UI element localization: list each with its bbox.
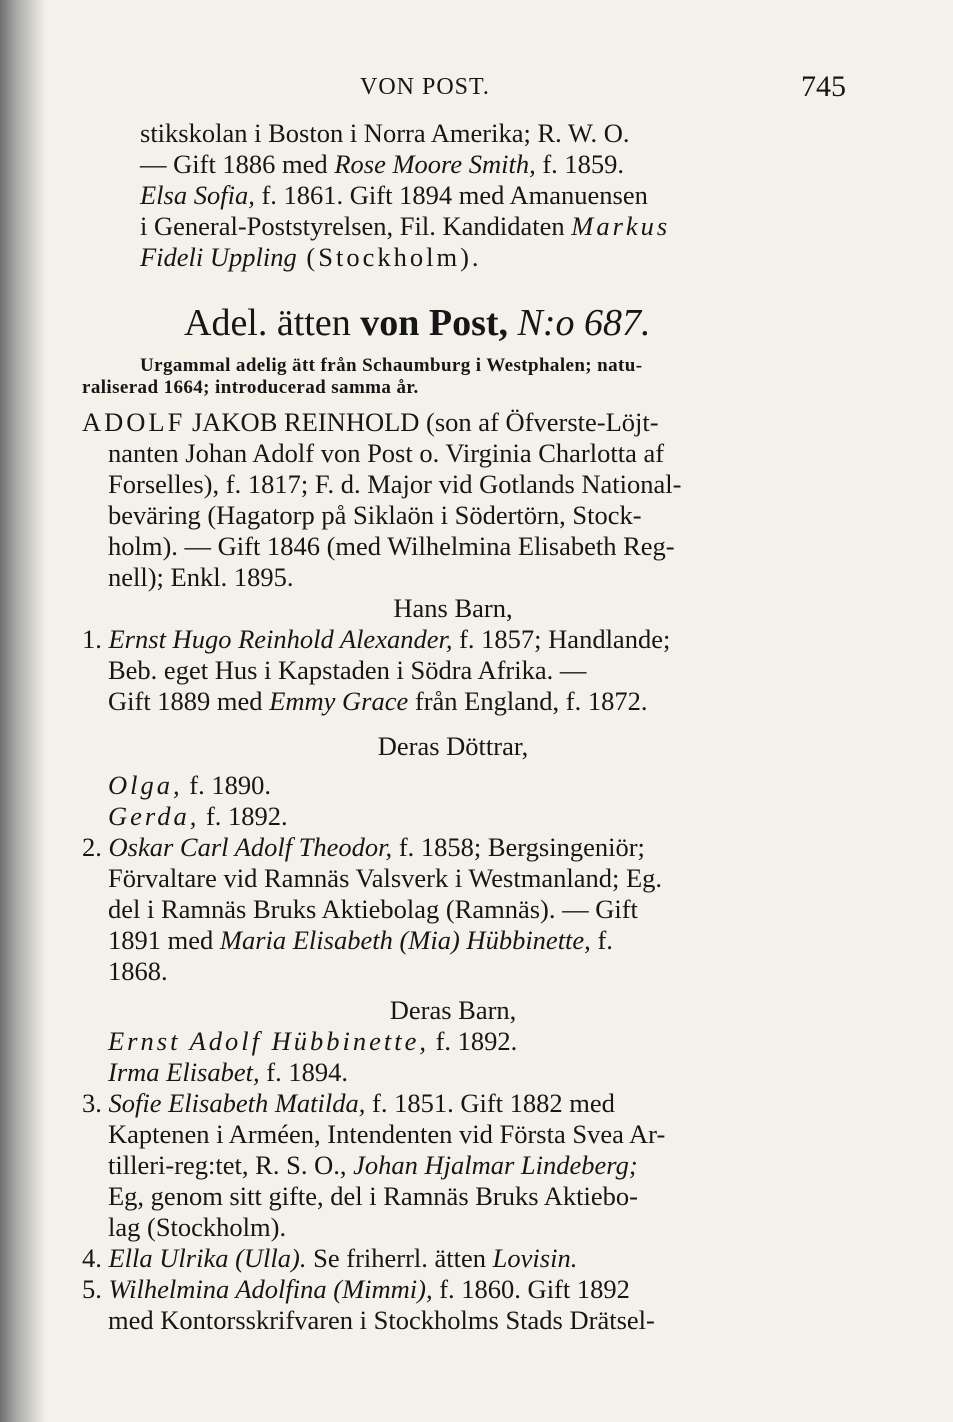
text-line: 5. Wilhelmina Adolfina (Mimmi), f. 1860. Gift 1892 [82, 1274, 630, 1304]
text-line: — Gift 1886 med Rose Moore Smith, f. 1859. [140, 149, 625, 179]
text-line: Elsa Sofia, f. 1861. Gift 1894 med Amanuensen [140, 180, 648, 210]
text-line: 1891 med Maria Elisabeth (Mia) Hübbinette, f. [108, 925, 613, 955]
text-line: 1. Ernst Hugo Reinhold Alexander, f. 1857; Handlande; [82, 624, 671, 654]
book-binding-shadow [0, 0, 46, 1422]
text-line: Olga, f. 1890. [108, 770, 271, 800]
family-note-line: raliserad 1664; introducerad samma år. [82, 377, 419, 398]
text-line: nanten Johan Adolf von Post o. Virginia Charlotta af [108, 438, 665, 468]
book-page [82, 70, 846, 1336]
text-line: Gift 1889 med Emmy Grace från England, f. 1872. [108, 686, 648, 716]
text-line: 3. Sofie Elisabeth Matilda, f. 1851. Gift 1882 med [82, 1088, 615, 1118]
family-heading: Adel. ätten von Post, N:o 687. [184, 302, 651, 344]
text-line: Gerda, f. 1892. [108, 801, 288, 831]
text-line: Eg, genom sitt gifte, del i Ramnäs Bruks Aktiebo- [108, 1181, 638, 1211]
text-line: Förvaltare vid Ramnäs Valsverk i Westmanland; Eg. [108, 863, 663, 893]
family-note-line: Urgammal adelig ätt från Schaumburg i Westphalen; natu- [140, 355, 643, 376]
text-line: tilleri-reg:tet, R. S. O., Johan Hjalmar Lindeberg; [108, 1150, 638, 1180]
page-number: 745 [801, 70, 846, 103]
running-header [108, 70, 846, 118]
section-heading: Deras Döttrar, [377, 731, 529, 761]
text-line: Kaptenen i Arméen, Intendenten vid Första Svea Ar- [108, 1119, 666, 1149]
section-heading: Hans Barn, [393, 593, 513, 623]
text-line: Fideli Uppling (Stockholm). [140, 242, 482, 272]
text-line: lag (Stockholm). [108, 1212, 287, 1242]
text-line: Ernst Adolf Hübbinette, f. 1892. [108, 1026, 518, 1056]
running-title: VON POST. [360, 74, 490, 100]
text-line: nell); Enkl. 1895. [108, 562, 294, 592]
text-line: 4. Ella Ulrika (Ulla). Se friherrl. ätten Lovisin. [82, 1243, 578, 1273]
text-line: del i Ramnäs Bruks Aktiebolag (Ramnäs). — Gift [108, 894, 638, 924]
text-line: Irma Elisabet, f. 1894. [108, 1057, 348, 1087]
section-heading: Deras Barn, [389, 995, 517, 1025]
text-line: 2. Oskar Carl Adolf Theodor, f. 1858; Bergsingeniör; [82, 832, 645, 862]
text-line: beväring (Hagatorp på Siklaön i Södertörn, Stock- [108, 500, 642, 530]
text-line: holm). — Gift 1846 (med Wilhelmina Elisabeth Reg- [108, 531, 675, 561]
text-line: stikskolan i Boston i Norra Amerika; R. W. O. [140, 118, 630, 148]
text-line: med Kontorsskrifvaren i Stockholms Stads Drätsel- [108, 1305, 655, 1335]
text-line: i General-Poststyrelsen, Fil. Kandidaten Markus [140, 211, 671, 241]
text-line: Beb. eget Hus i Kapstaden i Södra Afrika. — [108, 655, 587, 685]
text-line: ADOLF JAKOB REINHOLD (son af Öfverste-Löjt- [82, 407, 659, 437]
text-line: 1868. [108, 956, 168, 986]
text-line: Forselles), f. 1817; F. d. Major vid Gotlands National- [108, 469, 682, 499]
